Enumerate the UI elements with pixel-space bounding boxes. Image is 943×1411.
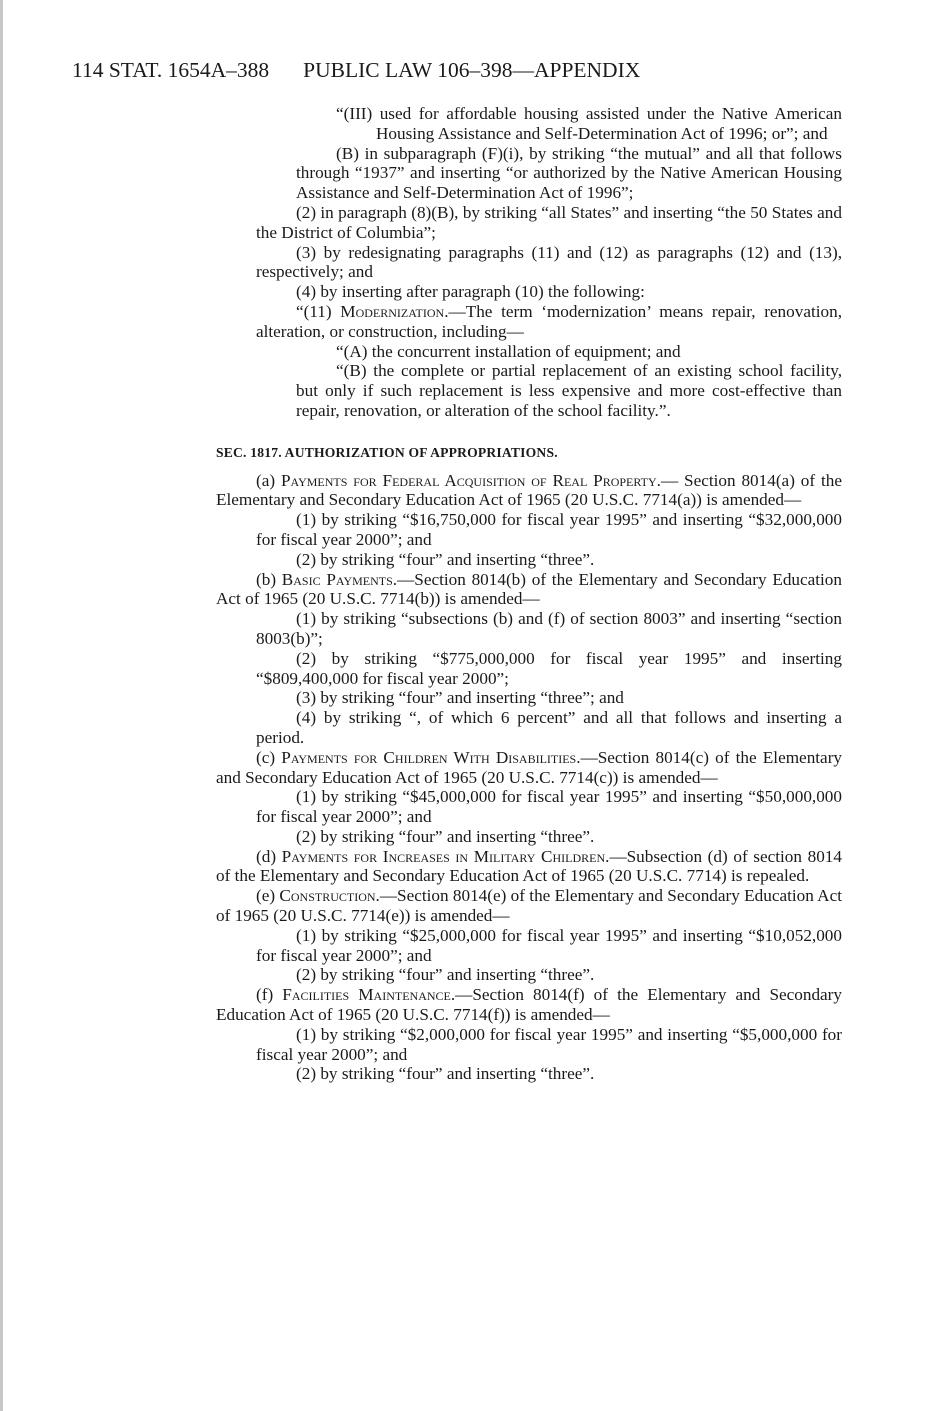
paragraph-text: .— Section 8014(a) of the Elementary and Secondary Education Act of 1965 (20 U.S.C. 7714(a)) is amended— xyxy=(216,470,842,510)
paragraph-text: (4) by striking “, of which 6 percent” and all that follows and inserting a period. xyxy=(256,708,842,747)
paragraph-prefix: (a) xyxy=(256,470,281,490)
amendment-paragraphs xyxy=(216,104,842,421)
page-edge xyxy=(0,0,3,1411)
paragraph xyxy=(216,342,842,362)
paragraph-prefix: (b) xyxy=(256,569,282,589)
section-heading: SEC. 1817. AUTHORIZATION OF APPROPRIATIONS. xyxy=(216,444,558,460)
paragraph xyxy=(216,1025,842,1065)
paragraph-heading: Payments for Increases in Military Children xyxy=(281,846,606,866)
paragraph-text: .—Subsection (d) of section 8014 of the Elementary and Secondary Education Act of 1965 (20 U.S.C. 7714) is repealed. xyxy=(216,846,842,886)
paragraph xyxy=(216,926,842,966)
paragraph xyxy=(216,748,842,788)
paragraph xyxy=(216,649,842,689)
document-body xyxy=(216,104,842,1084)
paragraph-text: (2) in paragraph (8)(B), by striking “all States” and inserting “the 50 States and the District of Columbia”; xyxy=(256,202,842,242)
paragraph-prefix: (c) xyxy=(256,747,282,767)
paragraph-prefix: (e) xyxy=(256,886,280,906)
paragraph-text: “(III) used for affordable housing assisted under the Native American Housing Assistance and Self-Determination Act of 1996; or”; and xyxy=(336,104,842,143)
paragraph-prefix: (f) xyxy=(256,985,283,1005)
paragraph-text: (2) by striking “four” and inserting “three”. xyxy=(296,965,595,985)
paragraph-heading: Facilities Maintenance xyxy=(282,985,451,1005)
paragraph xyxy=(216,708,842,748)
paragraph xyxy=(216,282,842,302)
paragraph-text: .—Section 8014(b) of the Elementary and Secondary Education Act of 1965 (20 U.S.C. 7714(b)) is amended— xyxy=(216,569,842,609)
paragraph-text: .—Section 8014(e) of the Elementary and Secondary Education Act of 1965 (20 U.S.C. 7714(e)) is amended— xyxy=(216,886,843,926)
paragraph-text: .—The term ‘modernization’ means repair, renovation, alteration, or construction, including— xyxy=(256,301,842,341)
paragraph xyxy=(216,886,842,926)
paragraph-prefix: (d) xyxy=(256,846,282,866)
paragraph-text: “(A) the concurrent installation of equipment; and xyxy=(336,341,681,361)
paragraph-text: (2) by striking “four” and inserting “three”. xyxy=(296,826,595,846)
paragraph xyxy=(216,104,842,144)
section-paragraphs xyxy=(216,471,842,1085)
paragraph xyxy=(216,510,842,550)
header-title: PUBLIC LAW 106–398—APPENDIX xyxy=(303,58,641,82)
paragraph-text: (1) by striking “$45,000,000 for fiscal year 1995” and inserting “$50,000,000 for fiscal year 2000”; and xyxy=(256,787,842,827)
paragraph xyxy=(216,787,842,827)
paragraph-text: .—Section 8014(c) of the Elementary and Secondary Education Act of 1965 (20 U.S.C. 7714(c)) is amended— xyxy=(216,747,843,787)
paragraph xyxy=(216,827,842,847)
paragraph-text: (2) by striking “four” and inserting “three”. xyxy=(296,1064,595,1084)
paragraph-heading: Basic Payments xyxy=(281,569,393,589)
paragraph-text: (3) by striking “four” and inserting “three”; and xyxy=(296,688,624,708)
paragraph-text: (2) by striking “$775,000,000 for fiscal year 1995” and inserting “$809,400,000 for fiscal year 2000”; xyxy=(256,648,842,688)
paragraph-text: .—Section 8014(f) of the Elementary and Secondary Education Act of 1965 (20 U.S.C. 7714(f)) is amended— xyxy=(216,985,842,1025)
paragraph xyxy=(216,965,842,985)
paragraph xyxy=(216,144,842,203)
paragraph xyxy=(216,471,842,511)
paragraph xyxy=(216,243,842,283)
paragraph xyxy=(216,1064,842,1084)
paragraph-heading: Payments for Children With Disabilities xyxy=(281,747,577,767)
page-header xyxy=(72,58,872,83)
paragraph xyxy=(216,985,842,1025)
paragraph-text: (1) by striking “$16,750,000 for fiscal year 1995” and inserting “$32,000,000 for fiscal year 2000”; and xyxy=(256,510,842,549)
paragraph-text: (1) by striking “$2,000,000 for fiscal year 1995” and inserting “$5,000,000 for fiscal year 2000”; and xyxy=(256,1024,842,1064)
paragraph-text: (4) by inserting after paragraph (10) the following: xyxy=(296,282,645,302)
paragraph-heading: Construction xyxy=(279,886,376,906)
paragraph xyxy=(216,203,842,243)
paragraph-heading: Modernization xyxy=(340,301,445,321)
paragraph-text: (3) by redesignating paragraphs (11) and (12) as paragraphs (12) and (13), respectively; and xyxy=(256,242,842,282)
paragraph-prefix: “(11) xyxy=(296,301,341,321)
paragraph-text: “(B) the complete or partial replacement of an existing school facility, but only if such replacement is less expensive and more cost-effective than repair, renovation, or alteration of the school facility.”. xyxy=(296,361,842,420)
paragraph xyxy=(216,361,842,420)
paragraph xyxy=(216,570,842,610)
paragraph xyxy=(216,550,842,570)
paragraph-heading: Payments for Federal Acquisition of Real Property xyxy=(280,470,657,490)
paragraph xyxy=(216,847,842,887)
paragraph-text: (1) by striking “subsections (b) and (f) of section 8003” and inserting “section 8003(b)”; xyxy=(256,609,842,648)
paragraph-text: (B) in subparagraph (F)(i), by striking “the mutual” and all that follows through “1937” and inserting “or authorized by the Native American Housing Assistance and Self-Determination Act of 1996”; xyxy=(296,143,842,203)
paragraph xyxy=(216,302,842,342)
paragraph-text: (1) by striking “$25,000,000 for fiscal year 1995” and inserting “$10,052,000 for fiscal year 2000”; and xyxy=(256,925,842,965)
header-citation: 114 STAT. 1654A–388 xyxy=(72,58,270,82)
paragraph xyxy=(216,609,842,649)
paragraph xyxy=(216,688,842,708)
paragraph-text: (2) by striking “four” and inserting “three”. xyxy=(296,549,595,569)
